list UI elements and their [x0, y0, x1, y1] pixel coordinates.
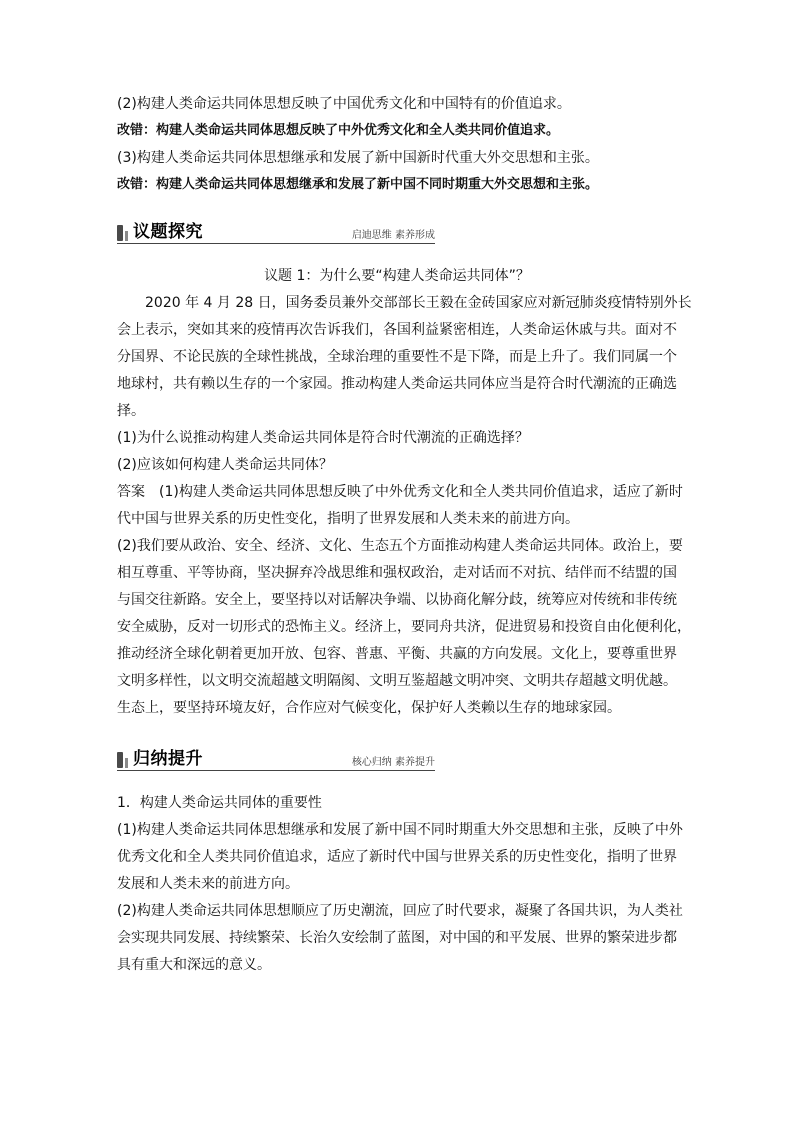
answer-line: 生态上，要坚持环境友好，合作应对气候变化，保护好人类赖以生存的地球家园。 — [117, 700, 621, 716]
topic-paragraph-line: 分国界、不论民族的全球性挑战，全球治理的重要性不是下降，而是上升了。我们同属一个 — [117, 349, 677, 365]
summary-line: 发展和人类未来的前进方向。 — [117, 876, 299, 892]
answer-line: 推动经济全球化朝着更加开放、包容、普惠、平衡、共赢的方向发展。文化上，要尊重世界 — [117, 646, 677, 662]
section-subtitle: 启迪思维 素养形成 — [351, 230, 435, 241]
answer-line: (2)我们要从政治、安全、经济、文化、生态五个方面推动构建人类命运共同体。政治上，要 — [117, 538, 683, 554]
question-2: (2)应该如何构建人类命运共同体？ — [117, 457, 333, 473]
section-subtitle: 核心归纳 素养提升 — [351, 757, 435, 768]
correction-3: 改错：构建人类命运共同体思想继承和发展了新中国不同时期重大外交思想和主张。 — [117, 177, 599, 192]
section-marker-icon — [117, 752, 123, 768]
answer-line: 安全威胁，反对一切形式的恐怖主义。经济上，要同舟共济，促进贸易和投资自由化便利化， — [117, 619, 691, 635]
summary-line: 优秀文化和全人类共同价值追求，适应了新时代中国与世界关系的历史性变化，指明了世界 — [117, 849, 677, 865]
error-item-3: (3)构建人类命运共同体思想继承和发展了新中国新时代重大外交思想和主张。 — [117, 150, 599, 166]
summary-line: 具有重大和深远的意义。 — [117, 957, 271, 973]
section-title: 议题探究 — [133, 222, 203, 242]
topic-heading: 议题 1：为什么要“构建人类命运共同体”？ — [264, 268, 530, 284]
summary-line: 会实现共同发展、持续繁荣、长治久安绘制了蓝图，对中国的和平发展、世界的繁荣进步都 — [117, 930, 677, 946]
summary-line: (2)构建人类命运共同体思想顺应了历史潮流，回应了时代要求，凝聚了各国共识，为人类社 — [117, 903, 683, 919]
topic-paragraph-line: 择。 — [117, 403, 145, 419]
answer-line: 文明多样性，以文明交流超越文明隔阂、文明互鉴超越文明冲突、文明共存超越文明优越。 — [117, 673, 677, 689]
section-header-inquiry — [117, 221, 435, 244]
answer-line: 代中国与世界关系的历史性变化，指明了世界发展和人类未来的前进方向。 — [117, 511, 579, 527]
section-title: 归纳提升 — [133, 749, 203, 769]
error-item-2: (2)构建人类命运共同体思想反映了中国优秀文化和中国特有的价值追求。 — [117, 96, 571, 112]
correction-2: 改错：构建人类命运共同体思想反映了中外优秀文化和全人类共同价值追求。 — [117, 123, 560, 138]
answer-line: 答案 (1)构建人类命运共同体思想反映了中外优秀文化和全人类共同价值追求，适应了新时 — [117, 484, 683, 500]
section-header-summary — [117, 748, 435, 771]
section-marker-icon — [117, 225, 123, 241]
summary-heading: 1．构建人类命运共同体的重要性 — [117, 795, 322, 811]
topic-paragraph-line: 2020 年 4 月 28 日，国务委员兼外交部部长王毅在金砖国家应对新冠肺炎疫情特别外长 — [145, 295, 692, 311]
question-1: (1)为什么说推动构建人类命运共同体是符合时代潮流的正确选择？ — [117, 430, 529, 446]
topic-paragraph-line: 会上表示，突如其来的疫情再次告诉我们，各国利益紧密相连，人类命运休戚与共。面对不 — [117, 322, 677, 338]
section-marker-accent — [125, 758, 128, 768]
topic-paragraph-line: 地球村，共有赖以生存的一个家园。推动构建人类命运共同体应当是符合时代潮流的正确选 — [117, 376, 677, 392]
section-marker-accent — [125, 231, 128, 241]
summary-line: (1)构建人类命运共同体思想继承和发展了新中国不同时期重大外交思想和主张，反映了中外 — [117, 822, 683, 838]
answer-line: 与国交往新路。安全上，要坚持以对话解决争端、以协商化解分歧，统筹应对传统和非传统 — [117, 592, 677, 608]
answer-line: 相互尊重、平等协商，坚决摒弃冷战思维和强权政治，走对话而不对抗、结伴而不结盟的国 — [117, 565, 677, 581]
